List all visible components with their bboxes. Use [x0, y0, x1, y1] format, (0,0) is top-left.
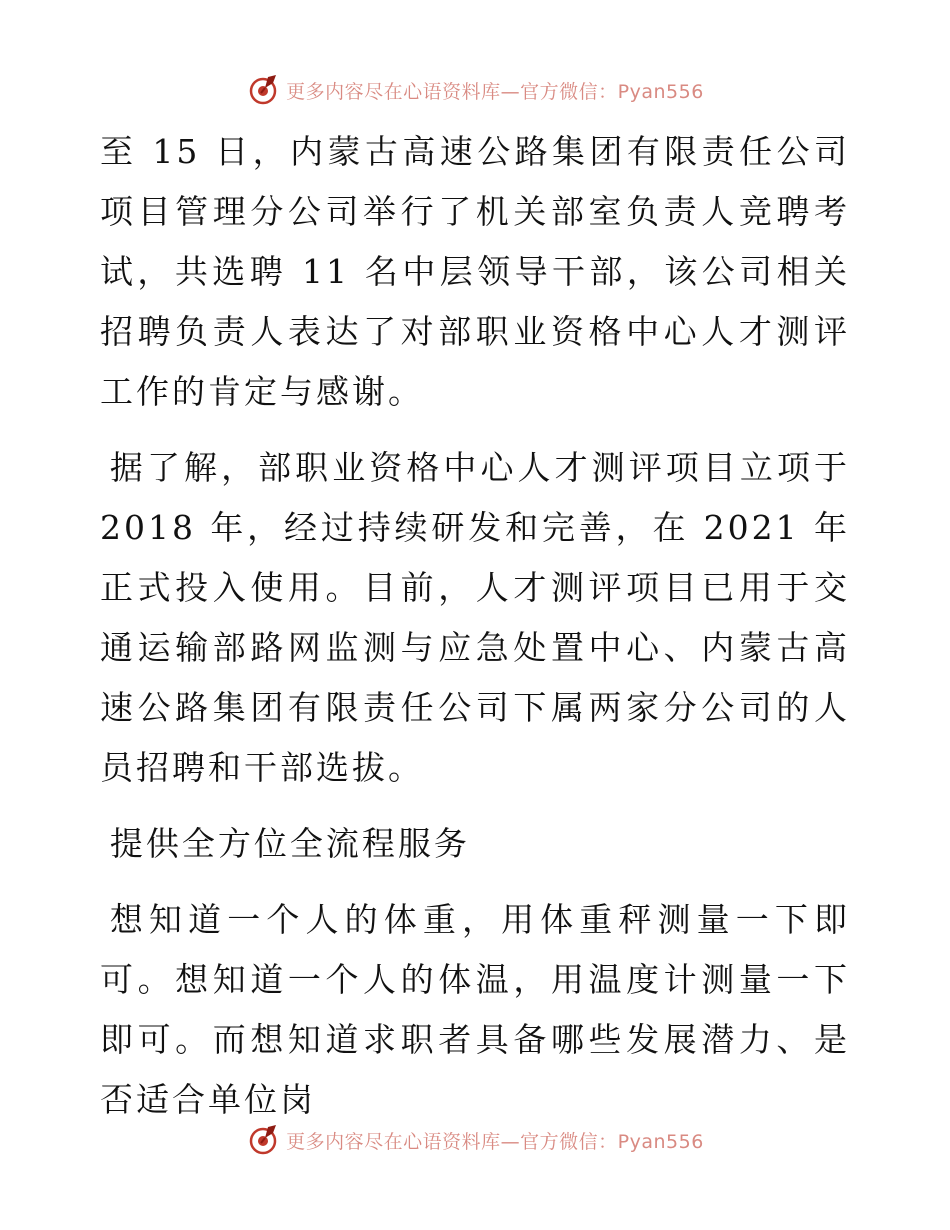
header-banner [0, 72, 950, 108]
paragraph-2: 据了解，部职业资格中心人才测评项目立项于 2018 年，经过持续研发和完善，在 2021 年正式投入使用。目前，人才测评项目已用于交通运输部路网监测与应急处置中心、内蒙古高速公路集团有限责任公司下属两家分公司的人员招聘和干部选拔。 [100, 448, 850, 787]
paragraph-3: 想知道一个人的体重，用体重秤测量一下即可。想知道一个人的体温，用温度计测量一下即可。而想知道求职者具备哪些发展潜力、是否适合单位岗 [100, 900, 850, 1119]
quill-seal-icon [246, 73, 280, 107]
paragraph-1: 至 15 日，内蒙古高速公路集团有限责任公司项目管理分公司举行了机关部室负责人竞聘考试，共选聘 11 名中层领导干部，该公司相关招聘负责人表达了对部职业资格中心人才测评工作的肯定与感谢。 [100, 132, 850, 411]
quill-seal-icon [246, 1123, 280, 1157]
footer-banner-text: 更多内容尽在心语资料库—官方微信：Pyan556 [286, 1130, 704, 1153]
section-heading: 提供全方位全流程服务 [109, 824, 470, 863]
header-banner-text: 更多内容尽在心语资料库—官方微信：Pyan556 [286, 80, 704, 103]
document-body [100, 122, 850, 1130]
footer-banner [0, 1122, 950, 1158]
